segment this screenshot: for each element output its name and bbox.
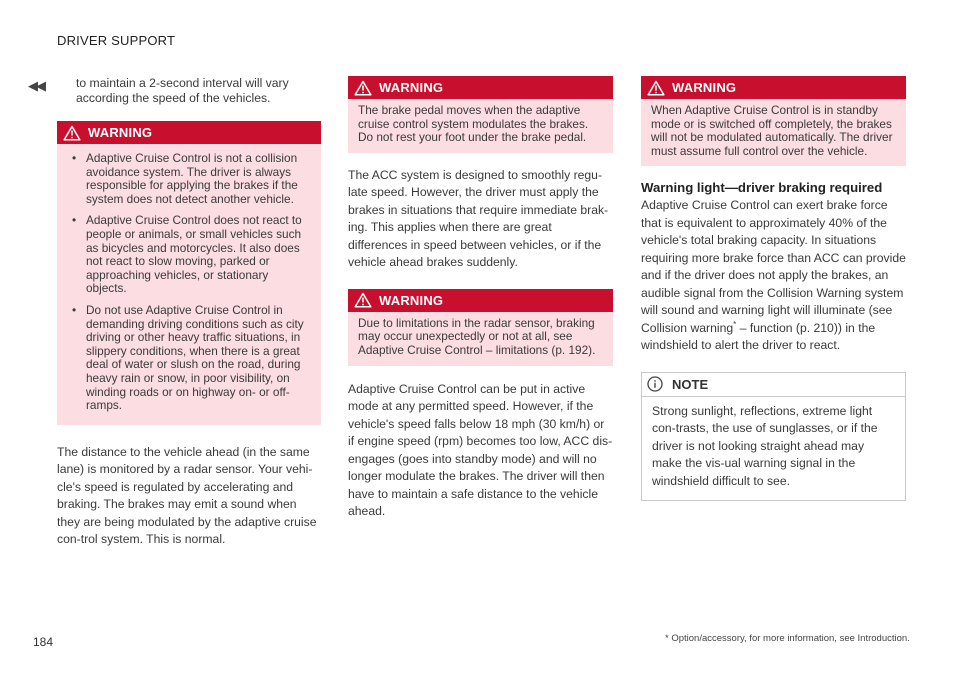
note-box (641, 372, 906, 502)
note-title: NOTE (672, 376, 709, 392)
body-paragraph-active-mode: Adaptive Cruise Control can be put in active mode at any permitted speed. However, if the vehicle's speed falls below 18 mph (30 km/h) or if engine speed (rpm) becomes too low, ACC dis-engages (goes into standby mode) and will no longer modulate the brakes. The driver will then have to maintain a safe distance to the vehicle ahead. (348, 381, 613, 519)
warning-body: Due to limitations in the radar sensor, braking may occur unexpectedly or not at all, see Adaptive Cruise Control – limitations (p. 192). (348, 312, 613, 366)
warning-box-brake-pedal (348, 76, 613, 153)
warning-list (67, 149, 311, 417)
column-2 (348, 76, 613, 521)
warning-body (57, 144, 321, 425)
warning-title: WARNING (379, 292, 444, 308)
warning-list-item: • Adaptive Cruise Control is not a collision avoidance system. The driver is always responsible for applying the brakes if the system does not detect another vehicle. (67, 152, 311, 206)
warning-title: WARNING (672, 80, 737, 95)
footnote: * Option/accessory, for more information, see Introduction. (665, 633, 910, 644)
body-paragraph-acc-design: The ACC system is designed to smoothly regu-late speed. However, the driver must apply the brakes in situations that require immediate brak-ing. This applies when there are great differences in speed between vehicles, or if the vehicle ahead brakes suddenly. (348, 167, 609, 270)
body-text-part: – function (p. 210)) in the windshield to alert the driver to react. (641, 320, 876, 353)
warning-header (641, 76, 906, 99)
note-body: Strong sunlight, reflections, extreme light con-trasts, the use of sunglasses, or if the driver is not looking straight ahead may make the vis-ual warning signal in the windshield difficult to see. (652, 403, 878, 488)
warning-triangle-icon (647, 80, 665, 96)
warning-title: WARNING (379, 80, 444, 95)
warning-box-standby (641, 76, 906, 166)
section-title: DRIVER SUPPORT (57, 33, 176, 48)
option-asterisk: * (733, 319, 737, 329)
column-1 (57, 76, 321, 549)
warning-list-item: • Adaptive Cruise Control does not react to people or animals, or small vehicles such as bicycles and motorcycles. It also does not react to slow moving, parked or approaching vehicles, or stationary objects. (67, 214, 311, 296)
warning-triangle-icon (354, 292, 372, 308)
warning-triangle-icon (63, 125, 81, 141)
continuation-marker-icon: ◀◀ (28, 78, 44, 93)
page-number: 184 (33, 635, 54, 649)
info-circle-icon (647, 376, 663, 392)
warning-header (348, 289, 613, 312)
note-header (642, 373, 905, 397)
warning-box-collision (57, 121, 321, 425)
warning-body: The brake pedal moves when the adaptive cruise control system modulates the brakes. Do not rest your foot under the brake pedal. (348, 99, 613, 153)
body-text-part: Adaptive Cruise Control can exert brake force that is equivalent to approximately 40% of the vehicle's total braking capacity. In situations requiring more brake force than ACC can provide and if the driver does not apply the brakes, an audible signal from the Collision Warning system will sound and warning light will illuminate (see Collision warning (641, 198, 906, 335)
warning-triangle-icon (354, 80, 372, 96)
warning-title: WARNING (88, 125, 153, 140)
body-paragraph-radar: The distance to the vehicle ahead (in the same lane) is monitored by a radar sensor. Your vehi-cle's speed is regulated by accelerating and braking. The brakes may emit a sound when they are being modulated by the adaptive cruise con-trol system. This is normal. (57, 444, 317, 547)
warning-box-radar-limitations (348, 289, 613, 366)
warning-body: When Adaptive Cruise Control is in standby mode or is switched off completely, the brakes will not be modulated automatically. The driver must assume full control over the vehicle. (641, 99, 906, 166)
warning-header (348, 76, 613, 99)
warning-header (57, 121, 321, 144)
column-3 (641, 76, 906, 501)
body-paragraph-brake-force (641, 197, 906, 355)
subheading-warning-light: Warning light—driver braking required (641, 180, 883, 196)
intro-text: to maintain a 2-second interval will vary according the speed of the vehicles. (76, 76, 289, 105)
warning-list-item: • Do not use Adaptive Cruise Control in demanding driving conditions such as city driving or other heavy traffic situations, in slippery conditions, when there is a great deal of water or slush on the road, during heavy rain or snow, in poor visibility, on winding roads or on highway on- or off-ramps. (67, 304, 311, 413)
